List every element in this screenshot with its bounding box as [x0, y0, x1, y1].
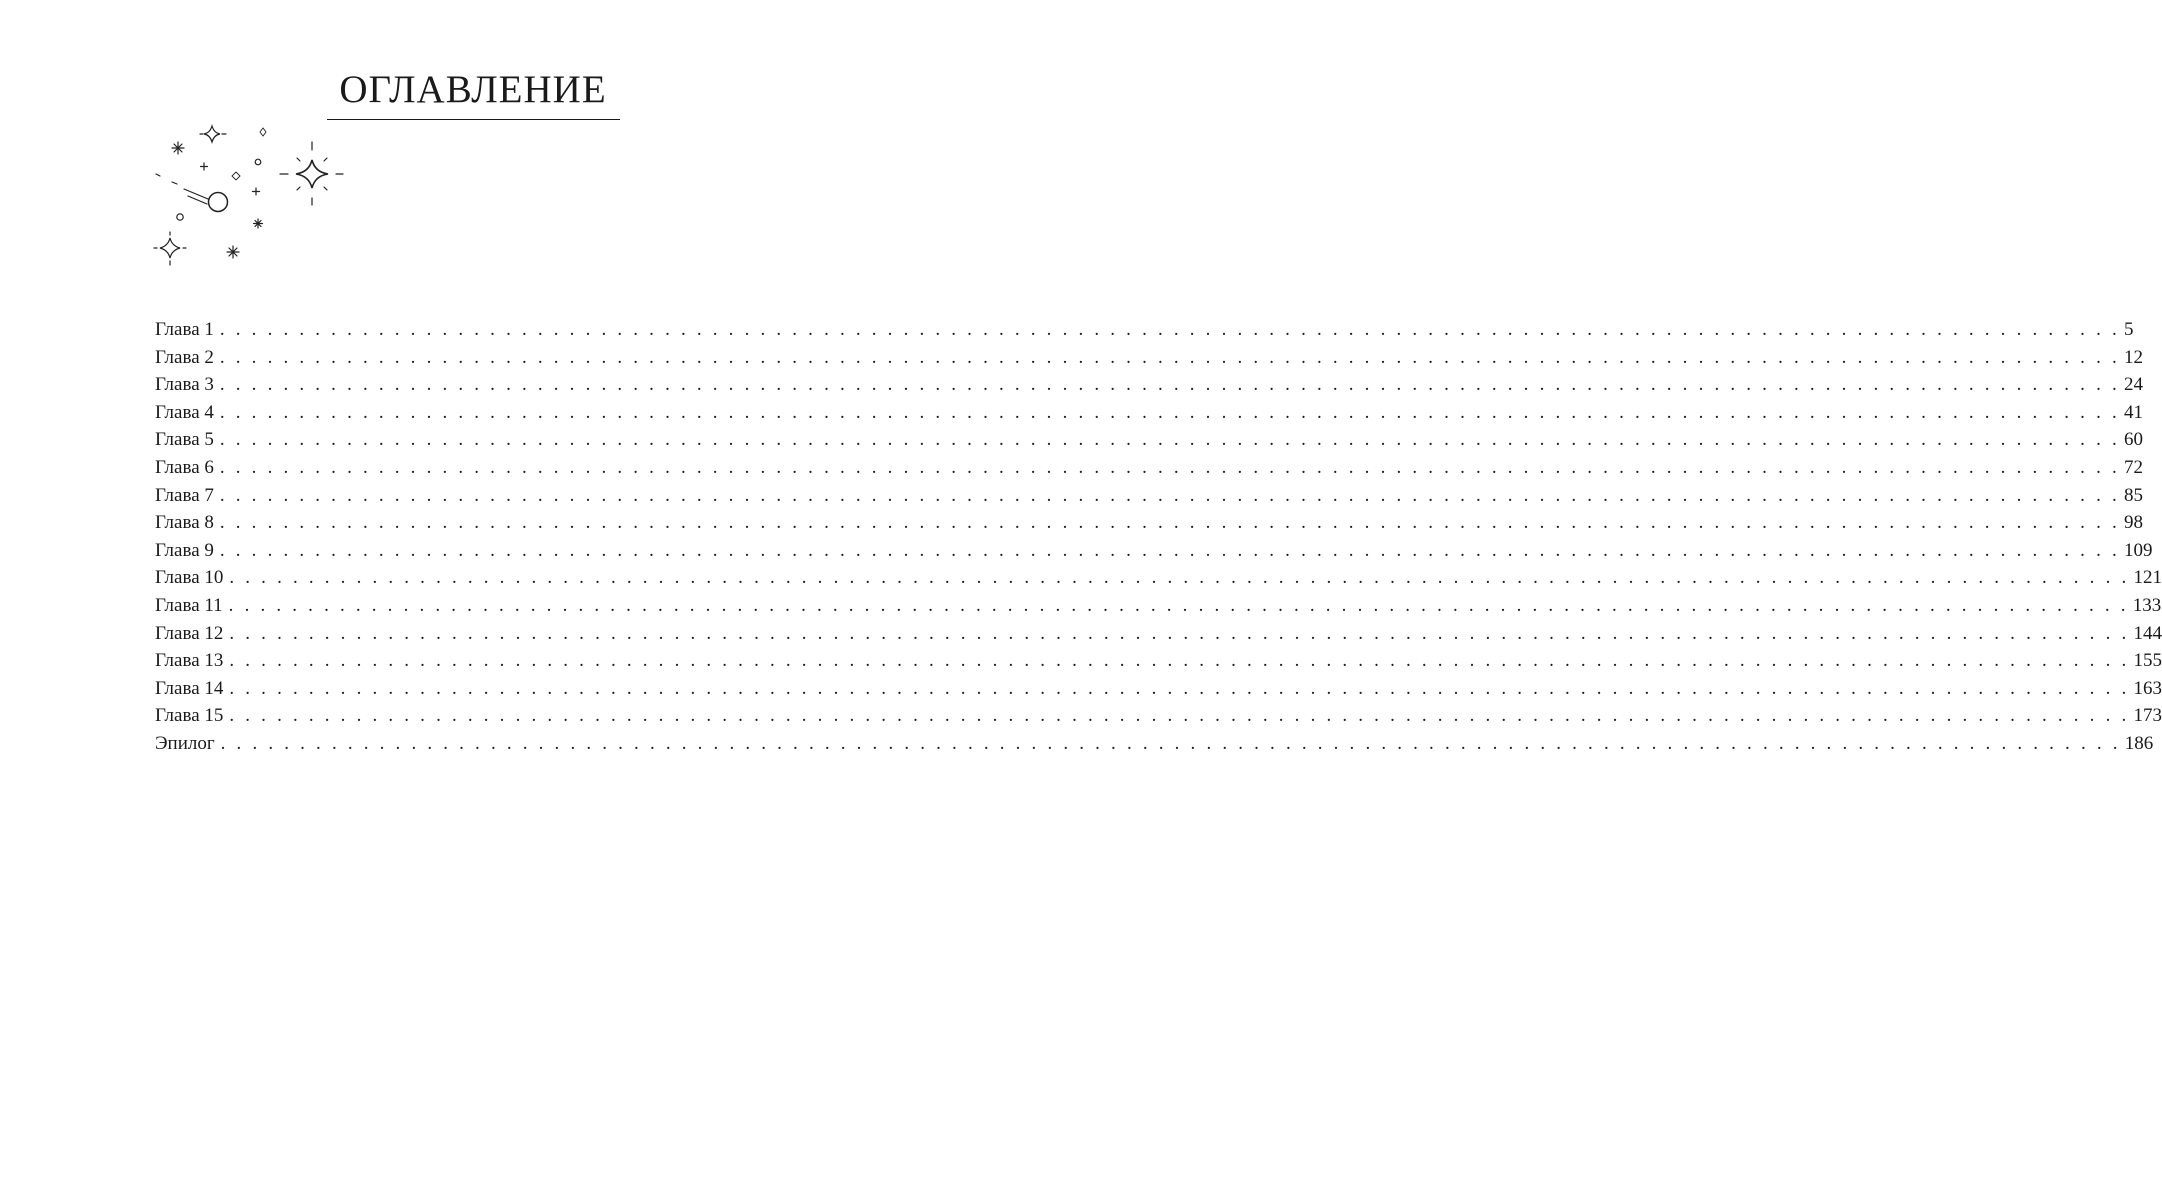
toc-entry-label: Глава 10: [155, 567, 224, 589]
toc-entry[interactable]: [155, 426, 2143, 454]
toc-entry[interactable]: [155, 399, 2143, 427]
toc-entry-page-number: 155: [2133, 650, 2162, 672]
toc-entry[interactable]: [155, 371, 2143, 399]
toc-entry[interactable]: [155, 564, 2162, 592]
toc-entry[interactable]: [155, 316, 2134, 344]
toc-entry-page-number: 144: [2133, 622, 2162, 644]
title-underline: [327, 119, 620, 120]
toc-dot-leader: . . . . . . . . . . . . . . . . . . . . . . . . . . . . . . . . . . . . . . . . . . . . . . . . . . . . . . . . . . . . . . . . . . . . . . . . . . . . . . . . . . . . . . . . . . . . . . . . . . . . . . . . . . . . . . . . . . . . . . . .: [220, 732, 2121, 754]
toc-entry-page-number: 85: [2123, 484, 2143, 506]
toc-entry-page-number: 98: [2123, 512, 2143, 534]
toc-entry-page-number: 12: [2123, 346, 2143, 368]
toc-entry-label: Глава 3: [155, 374, 214, 396]
toc-entry-label: Глава 5: [155, 429, 214, 451]
stars-and-comet-icon: [150, 120, 350, 270]
toc-dot-leader: . . . . . . . . . . . . . . . . . . . . . . . . . . . . . . . . . . . . . . . . . . . . . . . . . . . . . . . . . . . . . . . . . . . . . . . . . . . . . . . . . . . . . . . . . . . . . . . . . . . . . . . . . . . . . . . . . . . . . . . .: [219, 374, 2120, 396]
toc-dot-leader: . . . . . . . . . . . . . . . . . . . . . . . . . . . . . . . . . . . . . . . . . . . . . . . . . . . . . . . . . . . . . . . . . . . . . . . . . . . . . . . . . . . . . . . . . . . . . . . . . . . . . . . . . . . . . . . . . . . . . . . .: [219, 319, 2120, 340]
toc-entry-page-number: 173: [2133, 705, 2162, 727]
toc-entry-page-number: 186: [2124, 732, 2154, 754]
toc-entry[interactable]: [155, 454, 2143, 482]
toc-dot-leader: . . . . . . . . . . . . . . . . . . . . . . . . . . . . . . . . . . . . . . . . . . . . . . . . . . . . . . . . . . . . . . . . . . . . . . . . . . . . . . . . . . . . . . . . . . . . . . . . . . . . . . . . . . . . . . . . . . . . . . . .: [229, 705, 2130, 727]
toc-entry-page-number: 109: [2123, 539, 2153, 561]
toc-dot-leader: . . . . . . . . . . . . . . . . . . . . . . . . . . . . . . . . . . . . . . . . . . . . . . . . . . . . . . . . . . . . . . . . . . . . . . . . . . . . . . . . . . . . . . . . . . . . . . . . . . . . . . . . . . . . . . . . . . . . . . . .: [219, 539, 2120, 561]
toc-entry[interactable]: [155, 537, 2153, 565]
table-of-contents: [155, 316, 2162, 758]
toc-entry-label: Эпилог: [155, 732, 215, 754]
toc-entry-page-number: 5: [2123, 319, 2134, 340]
toc-dot-leader: . . . . . . . . . . . . . . . . . . . . . . . . . . . . . . . . . . . . . . . . . . . . . . . . . . . . . . . . . . . . . . . . . . . . . . . . . . . . . . . . . . . . . . . . . . . . . . . . . . . . . . . . . . . . . . . . . . . . . . . .: [219, 512, 2120, 534]
toc-dot-leader: . . . . . . . . . . . . . . . . . . . . . . . . . . . . . . . . . . . . . . . . . . . . . . . . . . . . . . . . . . . . . . . . . . . . . . . . . . . . . . . . . . . . . . . . . . . . . . . . . . . . . . . . . . . . . . . . . . . . . . . .: [219, 429, 2120, 451]
toc-entry-label: Глава 12: [155, 622, 224, 644]
toc-entry-label: Глава 9: [155, 539, 214, 561]
toc-dot-leader: . . . . . . . . . . . . . . . . . . . . . . . . . . . . . . . . . . . . . . . . . . . . . . . . . . . . . . . . . . . . . . . . . . . . . . . . . . . . . . . . . . . . . . . . . . . . . . . . . . . . . . . . . . . . . . . . . . . . . . . .: [229, 650, 2130, 672]
toc-entry-label: Глава 7: [155, 484, 214, 506]
toc-dot-leader: . . . . . . . . . . . . . . . . . . . . . . . . . . . . . . . . . . . . . . . . . . . . . . . . . . . . . . . . . . . . . . . . . . . . . . . . . . . . . . . . . . . . . . . . . . . . . . . . . . . . . . . . . . . . . . . . . . . . . . . .: [229, 567, 2130, 589]
toc-entry-label: Глава 15: [155, 705, 224, 727]
toc-entry-label: Глава 14: [155, 677, 224, 699]
toc-entry-page-number: 163: [2133, 677, 2162, 699]
toc-entry[interactable]: [155, 482, 2143, 510]
toc-entry-page-number: 41: [2123, 401, 2143, 423]
toc-entry-page-number: 121: [2133, 567, 2162, 589]
toc-dot-leader: . . . . . . . . . . . . . . . . . . . . . . . . . . . . . . . . . . . . . . . . . . . . . . . . . . . . . . . . . . . . . . . . . . . . . . . . . . . . . . . . . . . . . . . . . . . . . . . . . . . . . . . . . . . . . . . . . . . . . . . .: [219, 346, 2120, 368]
toc-entry[interactable]: [155, 592, 2162, 620]
toc-dot-leader: . . . . . . . . . . . . . . . . . . . . . . . . . . . . . . . . . . . . . . . . . . . . . . . . . . . . . . . . . . . . . . . . . . . . . . . . . . . . . . . . . . . . . . . . . . . . . . . . . . . . . . . . . . . . . . . . . . . . . . . .: [219, 456, 2120, 478]
toc-entry-label: Глава 4: [155, 401, 214, 423]
toc-entry-label: Глава 6: [155, 456, 214, 478]
toc-entry-label: Глава 2: [155, 346, 214, 368]
toc-entry[interactable]: [155, 730, 2154, 758]
toc-entry-label: Глава 1: [155, 319, 214, 340]
toc-entry[interactable]: [155, 675, 2162, 703]
toc-entry[interactable]: [155, 620, 2162, 648]
toc-entry-label: Глава 8: [155, 512, 214, 534]
toc-entry[interactable]: [155, 702, 2162, 730]
toc-entry[interactable]: [155, 647, 2162, 675]
toc-dot-leader: . . . . . . . . . . . . . . . . . . . . . . . . . . . . . . . . . . . . . . . . . . . . . . . . . . . . . . . . . . . . . . . . . . . . . . . . . . . . . . . . . . . . . . . . . . . . . . . . . . . . . . . . . . . . . . . . . . . . . . . .: [229, 622, 2130, 644]
toc-dot-leader: . . . . . . . . . . . . . . . . . . . . . . . . . . . . . . . . . . . . . . . . . . . . . . . . . . . . . . . . . . . . . . . . . . . . . . . . . . . . . . . . . . . . . . . . . . . . . . . . . . . . . . . . . . . . . . . . . . . . . . . .: [229, 677, 2130, 699]
toc-entry-page-number: 133: [2132, 594, 2162, 616]
toc-entry[interactable]: [155, 344, 2143, 372]
toc-entry[interactable]: [155, 509, 2143, 537]
toc-entry-page-number: 24: [2123, 374, 2143, 396]
toc-entry-label: Глава 13: [155, 650, 224, 672]
toc-entry-label: Глава 11: [155, 594, 223, 616]
toc-entry-page-number: 60: [2123, 429, 2143, 451]
toc-dot-leader: . . . . . . . . . . . . . . . . . . . . . . . . . . . . . . . . . . . . . . . . . . . . . . . . . . . . . . . . . . . . . . . . . . . . . . . . . . . . . . . . . . . . . . . . . . . . . . . . . . . . . . . . . . . . . . . . . . . . . . . .: [219, 401, 2120, 423]
toc-entry-page-number: 72: [2123, 456, 2143, 478]
toc-dot-leader: . . . . . . . . . . . . . . . . . . . . . . . . . . . . . . . . . . . . . . . . . . . . . . . . . . . . . . . . . . . . . . . . . . . . . . . . . . . . . . . . . . . . . . . . . . . . . . . . . . . . . . . . . . . . . . . . . . . . . . . .: [228, 594, 2129, 616]
page-title: ОГЛАВЛЕНИЕ: [339, 68, 607, 111]
toc-dot-leader: . . . . . . . . . . . . . . . . . . . . . . . . . . . . . . . . . . . . . . . . . . . . . . . . . . . . . . . . . . . . . . . . . . . . . . . . . . . . . . . . . . . . . . . . . . . . . . . . . . . . . . . . . . . . . . . . . . . . . . . .: [219, 484, 2120, 506]
